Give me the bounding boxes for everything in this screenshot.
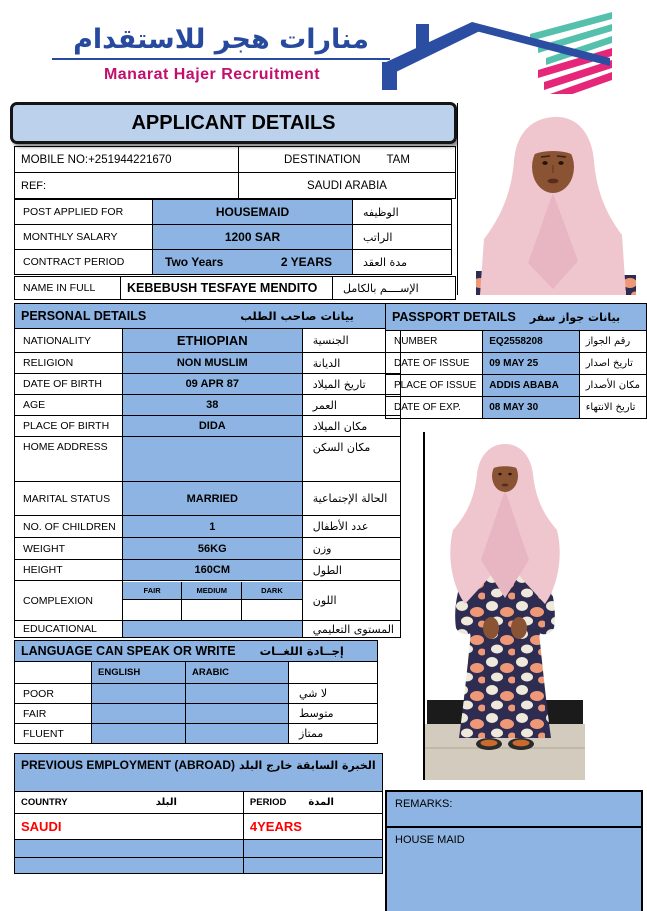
applicant-fullbody-photo [423, 432, 585, 780]
ref-label: REF: [21, 179, 47, 192]
remarks-value-box [385, 826, 643, 911]
children-label: NO. OF CHILDREN [15, 516, 123, 538]
fluent-label: FLUENT [15, 724, 92, 744]
home-address-value [122, 437, 302, 482]
complexion-dark: DARK [242, 582, 302, 600]
agency-name-english: Manarat Hajer Recruitment [103, 66, 321, 83]
employment-table [14, 753, 383, 874]
weight-label: WEIGHT [15, 538, 123, 560]
issue-date-value: 09 MAY 25 [483, 353, 579, 375]
post-applied-arabic: الوظيفه [353, 200, 452, 225]
remarks-value: HOUSE MAID [395, 834, 465, 846]
contract-period-text: Two Years [165, 255, 224, 269]
monthly-salary-label: MONTHLY SALARY [15, 225, 153, 250]
name-label: NAME IN FULL [15, 277, 121, 300]
date-of-birth-arabic: تاريخ الميلاد [302, 374, 400, 395]
post-applied-label: POST APPLIED FOR [15, 200, 153, 225]
date-of-birth-value: 09 APR 87 [122, 374, 302, 395]
fair-arabic-label: متوسط [289, 704, 378, 724]
complexion-options-cell [122, 581, 302, 621]
destination-country: SAUDI ARABIA [239, 173, 456, 199]
educational-value [122, 621, 302, 638]
destination-label: DESTINATION [284, 153, 361, 166]
passport-details-table [385, 303, 647, 419]
language-header [15, 641, 378, 662]
employment-empty-country-1 [15, 840, 244, 858]
place-of-birth-arabic: مكان الميلاد [302, 416, 400, 437]
issue-date-arabic: تاريخ اصدار [579, 353, 646, 375]
fair-arabic-cell [186, 704, 289, 724]
language-table [14, 640, 378, 744]
personal-details-title: PERSONAL DETAILS [21, 309, 147, 323]
passport-number-label: NUMBER [386, 331, 483, 353]
date-of-birth-label: DATE OF BIRTH [15, 374, 123, 395]
poor-arabic-label: لا شي [289, 684, 378, 704]
applicant-headshot-photo [457, 103, 647, 295]
complexion-fair-value [123, 600, 183, 620]
religion-label: RELIGION [15, 353, 123, 374]
country-header-cell [15, 792, 244, 814]
children-value: 1 [122, 516, 302, 538]
agency-house-logo [380, 6, 617, 94]
place-of-birth-value: DIDA [122, 416, 302, 437]
mobile-cell [15, 147, 239, 173]
fluent-english-cell [92, 724, 186, 744]
fluent-arabic-label: ممتاز [289, 724, 378, 744]
poor-english-cell [92, 684, 186, 704]
contract-period-arabic: مدة العقد [353, 250, 452, 275]
employment-title: PREVIOUS EMPLOYMENT (ABROAD) [21, 758, 236, 772]
language-title-arabic: إجــادة اللغــات [259, 644, 344, 658]
complexion-fair: FAIR [123, 582, 183, 600]
age-value: 38 [122, 395, 302, 416]
employment-empty-country-2 [15, 858, 244, 874]
height-label: HEIGHT [15, 560, 123, 581]
monthly-salary-arabic: الراتب [353, 225, 452, 250]
issue-place-label: PLACE OF ISSUE [386, 375, 483, 397]
headshot-illustration [458, 103, 647, 295]
personal-details-header [15, 304, 401, 329]
name-table [14, 276, 456, 300]
personal-details-title-arabic: بيانات صاحب الطلب [240, 309, 354, 323]
children-arabic: عدد الأطفال [302, 516, 400, 538]
fullbody-illustration [425, 432, 585, 780]
poor-label: POOR [15, 684, 92, 704]
passport-details-header [386, 304, 647, 331]
passport-number-arabic: رقم الجواز [579, 331, 646, 353]
monthly-salary-value: 1200 SAR [153, 225, 353, 250]
complexion-label: COMPLEXION [15, 581, 123, 621]
nationality-label: NATIONALITY [15, 329, 123, 353]
employment-title-arabic: الخبرة السابقة خارج البلد [239, 758, 376, 772]
nationality-value: ETHIOPIAN [122, 329, 302, 353]
complexion-arabic: اللون [302, 581, 400, 621]
language-title: LANGUAGE CAN SPEAK OR WRITE [21, 644, 236, 658]
weight-arabic: وزن [302, 538, 400, 560]
religion-value: NON MUSLIM [122, 353, 302, 374]
fluent-arabic-cell [186, 724, 289, 744]
country-label: COUNTRY [21, 797, 68, 808]
employment-empty-period-1 [243, 840, 382, 858]
home-address-label: HOME ADDRESS [15, 437, 123, 482]
home-address-arabic: مكان السكن [302, 437, 400, 482]
post-applied-value: HOUSEMAID [153, 200, 353, 225]
issue-place-arabic: مكان الأصدار [579, 375, 646, 397]
place-of-birth-label: PLACE OF BIRTH [15, 416, 123, 437]
period-arabic: المدة [308, 797, 334, 808]
period-label: PERIOD [249, 797, 287, 808]
name-arabic: الإســــم بالكامل [333, 277, 456, 300]
destination-value: TAM [386, 153, 410, 166]
marital-status-arabic: الحالة الإجتماعية [302, 482, 400, 516]
agency-name-arabic: منارات هجر للاستقدام [52, 24, 390, 60]
employment-header [15, 754, 383, 792]
contract-period-years: 2 YEARS [280, 255, 332, 269]
complexion-medium: MEDIUM [182, 582, 242, 600]
period-header-cell [243, 792, 382, 814]
ref-cell [15, 173, 239, 199]
personal-details-table [14, 303, 401, 638]
passport-details-title: PASSPORT DETAILS [392, 310, 516, 324]
marital-status-value: MARRIED [122, 482, 302, 516]
page-title: APPLICANT DETAILS [10, 102, 457, 144]
marital-status-label: MARITAL STATUS [15, 482, 123, 516]
english-column-header: ENGLISH [92, 662, 186, 684]
complexion-dark-value [242, 600, 302, 620]
post-table [14, 199, 452, 275]
country-arabic: البلد [155, 797, 177, 808]
complexion-medium-value [182, 600, 242, 620]
employment-empty-period-2 [243, 858, 382, 874]
poor-arabic-cell [186, 684, 289, 704]
language-corner-cell [15, 662, 92, 684]
age-label: AGE [15, 395, 123, 416]
age-arabic: العمر [302, 395, 400, 416]
weight-value: 56KG [122, 538, 302, 560]
height-arabic: الطول [302, 560, 400, 581]
issue-date-label: DATE OF ISSUE [386, 353, 483, 375]
fair-label: FAIR [15, 704, 92, 724]
passport-number-value: EQ2558208 [483, 331, 579, 353]
remarks-label: REMARKS: [395, 798, 453, 810]
remarks-label-box [385, 790, 643, 828]
arabic-column-header: ARABIC [186, 662, 289, 684]
employment-country-value: SAUDI [15, 814, 244, 840]
language-corner-cell-right [289, 662, 378, 684]
passport-details-title-arabic: بيانات جواز سفر [529, 310, 621, 324]
name-value: KEBEBUSH TESFAYE MENDITO [121, 277, 333, 300]
religion-arabic: الديانة [302, 353, 400, 374]
destination-cell [239, 147, 456, 173]
height-value: 160CM [122, 560, 302, 581]
expiry-date-arabic: تاريخ الانتهاء [579, 397, 646, 419]
mobile-number: MOBILE NO:+251944221670 [21, 153, 172, 166]
educational-label: EDUCATIONAL [15, 621, 123, 638]
expiry-date-value: 08 MAY 30 [483, 397, 579, 419]
issue-place-value: ADDIS ABABA [483, 375, 579, 397]
employment-period-value: 4YEARS [243, 814, 382, 840]
expiry-date-label: DATE OF EXP. [386, 397, 483, 419]
fair-english-cell [92, 704, 186, 724]
contract-period-label: CONTRACT PERIOD [15, 250, 153, 275]
educational-arabic: المستوى التعليمي [302, 621, 400, 638]
contact-table [14, 146, 456, 199]
nationality-arabic: الجنسية [302, 329, 400, 353]
contract-period-value-cell [153, 250, 353, 275]
